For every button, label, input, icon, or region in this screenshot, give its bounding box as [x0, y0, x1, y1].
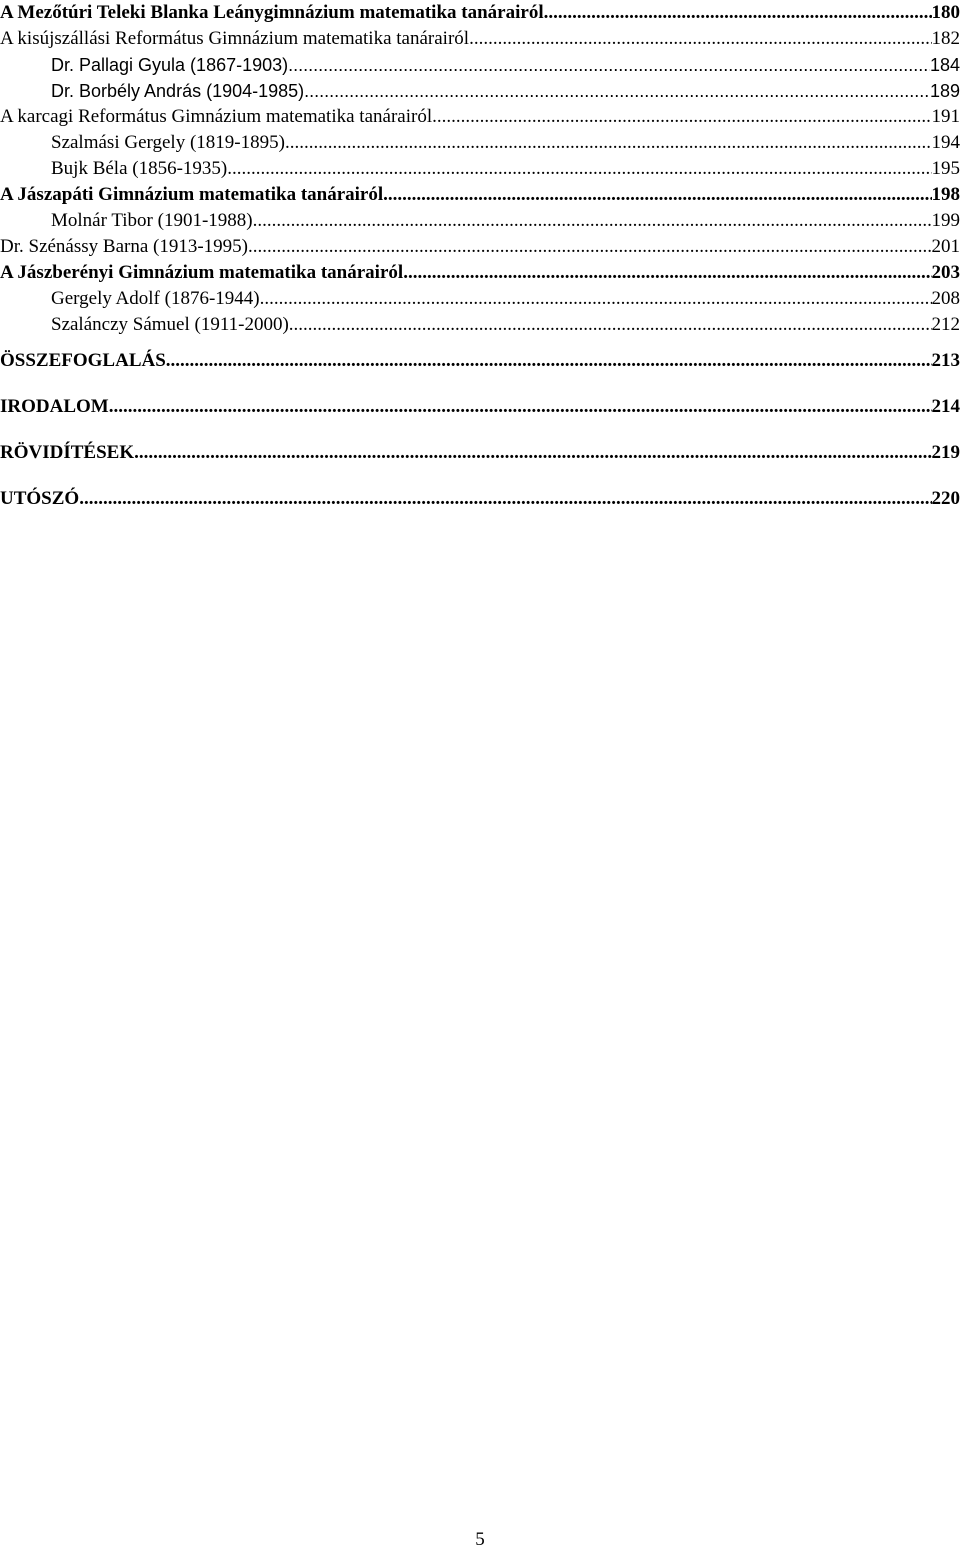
toc-entry-label: Dr. Pallagi Gyula (1867-1903): [51, 55, 289, 75]
toc-dot-leader: [260, 286, 932, 312]
toc-entry[interactable]: [0, 208, 960, 234]
toc-entry[interactable]: [0, 52, 960, 78]
toc-entry[interactable]: [0, 338, 960, 384]
toc-entry-page: 194: [931, 132, 960, 153]
toc-entry[interactable]: [0, 384, 960, 430]
toc-dot-leader: [304, 78, 930, 104]
toc-dot-leader: [166, 338, 932, 384]
toc-entry-label: IRODALOM: [0, 396, 109, 417]
toc-entry-page: 184: [929, 55, 960, 75]
toc-entry[interactable]: [0, 234, 960, 260]
toc-entry[interactable]: [0, 156, 960, 182]
toc-entry[interactable]: [0, 476, 960, 522]
toc-entry-label: Dr. Borbély András (1904-1985): [51, 81, 305, 101]
toc-entry-page: 199: [931, 210, 960, 231]
toc-entry[interactable]: [0, 286, 960, 312]
toc-dot-leader: [432, 104, 931, 130]
table-of-contents: [0, 0, 960, 522]
toc-dot-leader: [289, 312, 932, 338]
toc-entry-page: 191: [931, 106, 960, 127]
toc-entry-label: Dr. Szénássy Barna (1913-1995): [0, 236, 249, 257]
toc-dot-leader: [79, 476, 931, 522]
toc-dot-leader: [383, 182, 931, 208]
toc-dot-leader: [403, 260, 931, 286]
toc-entry[interactable]: [0, 182, 960, 208]
toc-entry-page: 180: [931, 2, 960, 23]
toc-dot-leader: [134, 430, 931, 476]
toc-entry-page: 182: [931, 28, 960, 49]
toc-entry-page: 219: [931, 442, 960, 463]
toc-dot-leader: [469, 26, 931, 52]
toc-entry-label: A Mezőtúri Teleki Blanka Leánygimnázium matematika tanárairól: [0, 2, 544, 23]
toc-entry-label: Szalánczy Sámuel (1911-2000): [51, 314, 289, 335]
toc-entry-label: A karcagi Református Gimnázium matematika tanárairól: [0, 106, 433, 127]
toc-entry-page: 198: [931, 184, 960, 205]
toc-entry-page: 212: [931, 314, 960, 335]
toc-dot-leader: [109, 384, 932, 430]
toc-dot-leader: [253, 208, 932, 234]
toc-entry-label: A Jászapáti Gimnázium matematika tanárairól: [0, 184, 384, 205]
toc-entry-label: Molnár Tibor (1901-1988): [51, 210, 253, 231]
toc-entry-page: 189: [929, 81, 960, 101]
toc-entry-label: RÖVIDÍTÉSEK: [0, 442, 135, 463]
toc-entry-page: 208: [931, 288, 960, 309]
toc-entry[interactable]: [0, 26, 960, 52]
toc-entry[interactable]: [0, 78, 960, 104]
toc-dot-leader: [227, 156, 931, 182]
toc-entry-label: Szalmási Gergely (1819-1895): [51, 132, 285, 153]
toc-entry-label: A Jászberényi Gimnázium matematika tanárairól: [0, 262, 404, 283]
toc-entry-page: 214: [931, 396, 960, 417]
toc-entry-page: 220: [931, 488, 960, 509]
toc-entry[interactable]: [0, 260, 960, 286]
toc-entry-label: ÖSSZEFOGLALÁS: [0, 350, 166, 371]
toc-entry[interactable]: [0, 0, 960, 26]
toc-dot-leader: [248, 234, 931, 260]
toc-entry-page: 203: [931, 262, 960, 283]
toc-entry-label: UTÓSZÓ: [0, 488, 80, 509]
toc-entry[interactable]: [0, 312, 960, 338]
toc-entry[interactable]: [0, 430, 960, 476]
toc-dot-leader: [288, 52, 930, 78]
toc-dot-leader: [285, 130, 932, 156]
toc-entry-label: Bujk Béla (1856-1935): [51, 158, 228, 179]
toc-entry-page: 201: [931, 236, 960, 257]
toc-dot-leader: [544, 0, 932, 26]
toc-entry-label: Gergely Adolf (1876-1944): [51, 288, 260, 309]
toc-entry-page: 195: [931, 158, 960, 179]
toc-entry[interactable]: [0, 130, 960, 156]
toc-entry-label: A kisújszállási Református Gimnázium matematika tanárairól: [0, 28, 470, 49]
toc-entry-page: 213: [931, 350, 960, 371]
page-number: 5: [475, 1529, 485, 1550]
toc-entry[interactable]: [0, 104, 960, 130]
